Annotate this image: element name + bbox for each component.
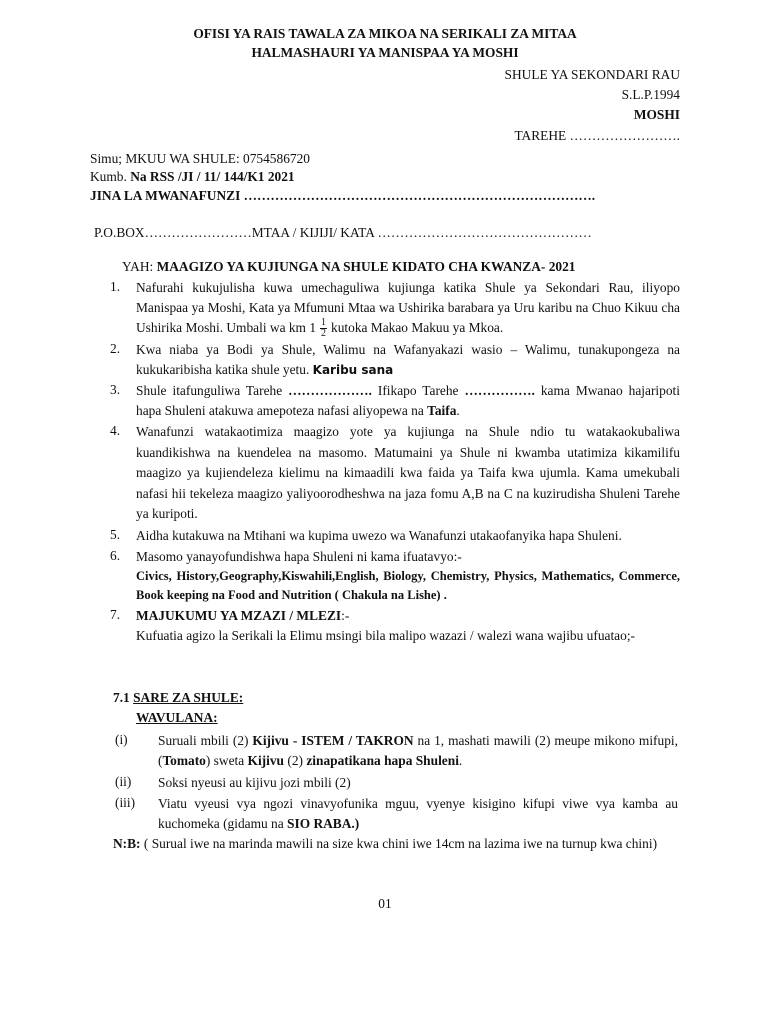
header-line-1: OFISI YA RAIS TAWALA ZA MIKOA NA SERIKALI ZA MITAA: [193, 26, 577, 41]
list-item: [110, 340, 680, 380]
subject-line: [122, 258, 576, 276]
list-item: [110, 547, 680, 605]
uniform-emphasis: Kijivu: [247, 753, 284, 768]
uniform-emphasis: Kijivu - ISTEM / TAKRON: [252, 733, 414, 748]
roman-numeral: (ii): [115, 774, 132, 789]
uniform-text: Viatu vyeusi vya ngozi vinavyofunika mguu, vyenye kisigino kifupi viwe vya kamba au kuchomeka (gidamu na: [158, 796, 678, 831]
student-name-line: JINA LA MWANAFUNZI …………………………………………………………………….: [90, 188, 596, 203]
subject-prefix: YAH:: [122, 259, 154, 274]
item-text: Masomo yanayofundishwa hapa Shuleni ni kama ifuatavyo:-: [136, 549, 462, 565]
roman-numeral: (i): [115, 732, 128, 747]
date-blank: …………….: [464, 383, 535, 399]
punctuation: .: [458, 753, 463, 768]
uniform-item: [158, 794, 678, 834]
uniform-text: Suruali mbili (2): [158, 733, 249, 748]
uniform-emphasis: zinapatikana hapa Shuleni: [306, 753, 459, 768]
fraction-denominator: 2: [321, 328, 327, 340]
item-text: Nafurahi kukujulisha kuwa umechaguliwa kujiunga katika Shule ya Sekondari Rau, iliyopo Manispaa ya Moshi, Kata ya Mfumuni Mtaa wa Ushirika barabara ya Uru karibu na Chuo Kikuu cha Ushirika Moshi. Umbali wa km 1: [136, 280, 680, 335]
list-item: [110, 422, 680, 525]
item-number: 2.: [110, 341, 121, 357]
roman-numeral: (iii): [115, 795, 136, 810]
list-item: [110, 381, 680, 421]
reference-value: Na RSS /JI / 11/ 144/K1 2021: [130, 169, 295, 184]
uniform-emphasis: SIO RABA.): [287, 816, 360, 831]
date-blank: ……………….: [288, 383, 372, 399]
reference-label: Kumb.: [90, 169, 127, 184]
uniform-item: Soksi nyeusi au kijivu jozi mbili (2): [158, 775, 351, 790]
note-label: N:B:: [113, 836, 141, 851]
emphasis-word: Taifa: [427, 403, 457, 419]
instruction-list: [110, 278, 680, 647]
list-item: [110, 526, 680, 547]
uniform-text: na 1, mashati mawili (2) meupe mikono mifupi,(: [158, 733, 678, 768]
fraction: [320, 318, 327, 339]
welcome-emphasis: Karibu sana: [312, 363, 394, 378]
reference-line: [90, 168, 295, 186]
punctuation: .: [456, 403, 460, 419]
item-number: 7.: [110, 607, 121, 623]
page-number: 01: [378, 896, 392, 911]
subject-title: MAAGIZO YA KUJIUNGA NA SHULE KIDATO CHA KWANZA- 2021: [156, 259, 576, 274]
item-number: 3.: [110, 382, 121, 398]
list-item: [110, 278, 680, 339]
item-text: Wanafunzi watakaotimiza maagizo yote ya kujiunga na Shule ndio tu watakaokubaliwa kuandikishwa na kuendelea na masomo. Matumaini ya Shule ni kwamba utatimiza kikamilifu maagizo ya kujiendeleza kielimu na kimaadili kwa faida ya Taifa kwa ujumla. Kama umekubali nafasi hii tekeleza maagizo yaliyoorodheshwa na jaza fomu A,B na C na kuzirudisha Shuleni Tarehe ya kuripoti.: [136, 424, 680, 522]
date-line: TAREHE …………………….: [514, 128, 680, 143]
section-title: MAJUKUMU YA MZAZI / MLEZI: [136, 608, 342, 624]
fraction-numerator: 1: [321, 317, 327, 329]
item-number: 1.: [110, 279, 121, 294]
item-text: Aidha kutakuwa na Mtihani wa kupima uwezo wa Wanafunzi utakaofanyika hapa Shuleni.: [136, 527, 622, 543]
section-number: 7.1: [113, 690, 130, 705]
header-line-2: HALMASHAURI YA MANISPAA YA MOSHI: [251, 45, 519, 60]
item-text: Ifikapo Tarehe: [377, 383, 459, 399]
item-number: 6.: [110, 548, 121, 564]
item-text: Kwa niaba ya Bodi ya Shule, Walimu na Wafanyakazi wasio – Walimu, tunakupongeza na kukukaribisha katika shule yetu.: [136, 342, 680, 378]
section-title-end: :-: [341, 608, 350, 624]
item-text: kama Mwanao hajaripoti hapa Shuleni atakuwa amepoteza nafasi aliyopewa na: [136, 383, 680, 419]
note-text: ( Surual iwe na marinda mawili na size kwa chini iwe 14cm na lazima iwe na turnup kwa chini): [143, 836, 658, 851]
pobox-line: P.O.BOX……………………MTAA / KIJIJI/ KATA …………………………………………: [94, 225, 592, 240]
list-item: [110, 606, 680, 647]
item-text: Kufuatia agizo la Serikali la Elimu msingi bila malipo wazazi / walezi wana wajibu ufuatao;-: [136, 628, 636, 644]
uniform-text: (2): [287, 753, 303, 768]
postal-box: S.L.P.1994: [621, 87, 680, 102]
uniform-item: [158, 731, 678, 771]
subjects-list: Civics, History,Geography,Kiswahili,English, Biology, Chemistry, Physics, Mathematics, Commerce, Book keeping na Food and Nutrition ( Chakula na Lishe) .: [136, 569, 680, 603]
uniform-title: SARE ZA SHULE:: [133, 690, 244, 705]
uniform-heading: [113, 689, 243, 707]
item-number: 5.: [110, 526, 121, 542]
uniform-emphasis: Tomato: [162, 753, 206, 768]
boys-subheading: WAVULANA:: [136, 710, 218, 725]
item-text: kutoka Makao Makuu ya Mkoa.: [331, 320, 504, 335]
phone-line: Simu; MKUU WA SHULE: 0754586720: [90, 151, 310, 166]
town-name: MOSHI: [633, 107, 680, 122]
school-name: SHULE YA SEKONDARI RAU: [504, 67, 680, 82]
uniform-text: ) sweta: [205, 753, 245, 768]
item-number: 4.: [110, 423, 121, 439]
item-text: Shule itafunguliwa Tarehe: [136, 383, 283, 399]
note: [113, 834, 681, 854]
